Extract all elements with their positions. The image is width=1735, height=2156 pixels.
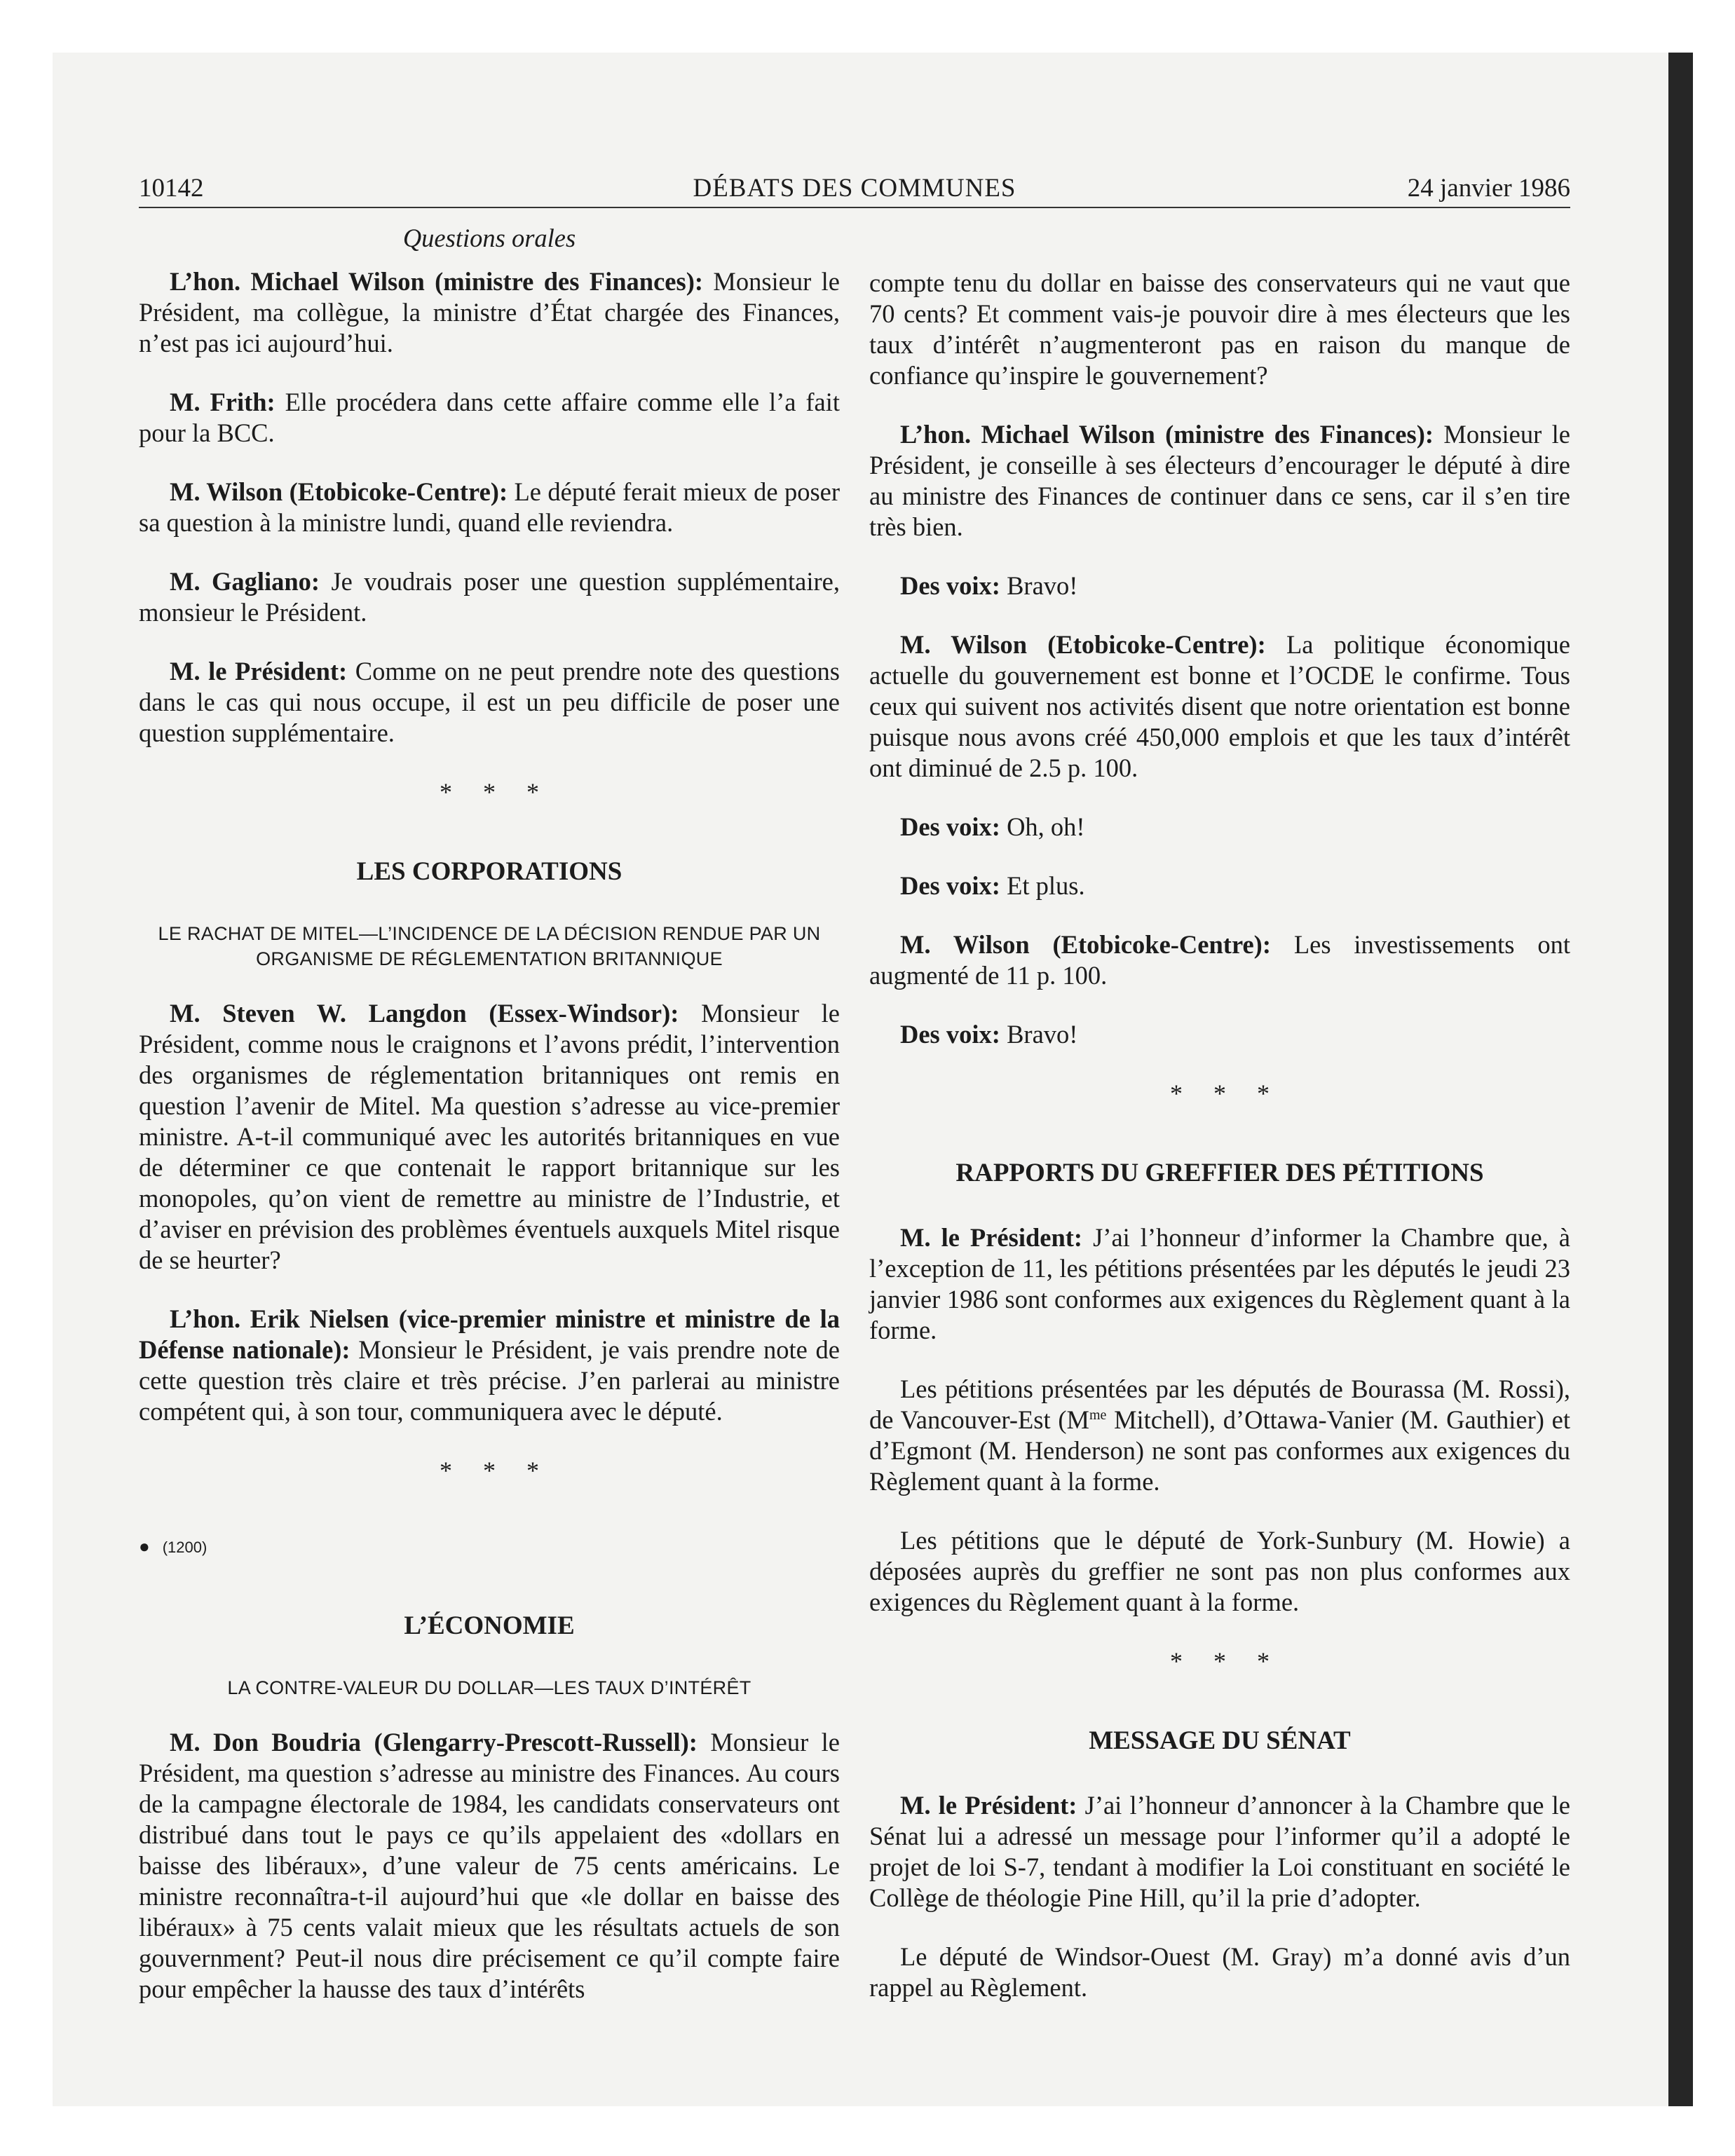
section-separator: *** [440,1456,570,1485]
publication-date: 24 janvier 1986 [1407,174,1570,203]
speaker-name: M. le Président: [900,1791,1077,1820]
paragraph [869,929,1570,991]
paragraph [139,1304,840,1427]
speaker-name: M. Frith: [170,388,275,416]
right-column [869,268,1570,2031]
paragraph [139,477,840,538]
paragraph [139,266,840,359]
publication-title: DÉBATS DES COMMUNES [693,174,1016,203]
speaker-name: M. le Président: [170,657,348,685]
superscript: me [1089,1407,1107,1423]
section-separator: *** [440,778,570,806]
speech-text: J’ai l’honneur d’informer la Chambre que, à l’exception de 11, les pétitions présentées par les députés le jeudi 23 janvier 1986 sont conformes aux exigences du Règlement quant à la forme. [869,1223,1570,1344]
paragraph [869,571,1570,601]
paragraph [869,1019,1570,1050]
paragraph [869,629,1570,784]
paragraph [869,1374,1570,1497]
speaker-name: M. Wilson (Etobicoke-Centre): [900,630,1266,659]
speech-text: J’ai l’honneur d’annoncer à la Chambre que le Sénat lui a adressé un message pour l’informer qu’il a adopté le projet de loi S-7, tendant à modifier la Loi constituant en société le Collège de théologie Pine Hill, qu’il la prie d’adopter. [869,1791,1570,1912]
section-subhead: Questions orales [402,224,576,252]
speech-text: Bravo! [1000,571,1078,600]
speaker-name: L’hon. Michael Wilson (ministre des Finances): [900,420,1434,449]
speaker-name: L’hon. Erik Nielsen (vice-premier ministre et ministre de la Défense nationale): [139,1304,840,1364]
page-number: 10142 [139,174,204,203]
header-rule [139,207,1570,208]
section-heading: RAPPORTS DU GREFFIER DES PÉTITIONS [955,1159,1484,1187]
paragraph [869,1790,1570,1913]
speech-text: Elle procédera dans cette affaire comme elle l’a fait pour la BCC. [139,388,840,447]
topic-heading: LE RACHAT DE MITEL—L’INCIDENCE DE LA DÉCISION RENDUE PAR UN ORGANISME DE RÉGLEMENTATION BRITANNIQUE [158,923,821,969]
speaker-name: M. Don Boudria (Glengarry-Prescott-Russell): [170,1728,698,1756]
bullet-icon: ● [139,1536,150,1557]
section-separator: *** [1170,1647,1300,1675]
speech-text: Mitchell), d’Ottawa-Vanier (M. Gauthier) et d’Egmont (M. Henderson) ne sont pas conformes aux exigences du Règlement quant à la forme. [869,1405,1570,1496]
paragraph [869,268,1570,391]
speaker-name: M. Gagliano: [170,567,320,596]
speech-text: Les investissements ont augmenté de 11 p. 100. [869,930,1570,990]
left-column [139,223,840,2033]
speech-text: Monsieur le Président, ma collègue, la ministre d’État chargée des Finances, n’est pas ici aujourd’hui. [139,267,840,357]
time-marker [139,1535,840,1559]
speaker-name: Des voix: [900,812,1000,841]
speech-text: Je voudrais poser une question supplémentaire, monsieur le Président. [139,567,841,627]
section-heading: LES CORPORATIONS [356,857,622,886]
speaker-name: Des voix: [900,871,1000,900]
speech-text: Les pétitions présentées par les députés de Bourassa (M. Rossi), de Vancouver-Est (M [869,1374,1570,1434]
speech-text: Le député de Windsor-Ouest (M. Gray) m’a donné avis d’un rappel au Règlement. [869,1942,1570,2002]
speech-text: Comme on ne peut prendre note des questions dans le cas qui nous occupe, il est un peu difficile de poser une question supplémentaire. [139,657,840,747]
speaker-name: M. le Président: [900,1223,1083,1252]
page-header [139,172,1570,206]
paragraph [869,871,1570,901]
speaker-name: Des voix: [900,571,1000,600]
paragraph [139,1727,840,2005]
paragraph [139,387,840,449]
section-heading: MESSAGE DU SÉNAT [1089,1726,1351,1755]
speech-text: Monsieur le Président, comme nous le craignons et l’avons prédit, l’intervention des organismes de réglementation britanniques ont remis en question l’avenir de Mitel. Ma question s’adresse au vice-premier ministre. A-t-il communiqué avec les autorités britanniques en vue de déterminer ce que contenait le rapport britannique sur les monopoles, qu’on vient de remettre au ministre de l’Industrie, et d’aviser en prévision des problèmes éventuels auxquels Mitel risque de se heurter? [139,999,841,1274]
paragraph [869,1222,1570,1346]
time-stamp: (1200) [162,1538,207,1556]
speech-text: Le député ferait mieux de poser sa question à la ministre lundi, quand elle reviendra. [139,477,840,537]
speaker-name: Des voix: [900,1020,1000,1049]
section-heading: L’ÉCONOMIE [404,1611,575,1640]
speech-text: Monsieur le Président, je conseille à ses électeurs d’encourager le député à dire au ministre des Finances de continuer dans ce sens, car il s’en tire très bien. [869,420,1570,541]
speech-text: Monsieur le Président, ma question s’adresse au ministre des Finances. Au cours de la campagne électorale de 1984, les candidats conservateurs ont distribué dans tout le pays ce qu’ils appelaient des «dollars en baisse des libéraux», d’une valeur de 75 cents américains. Le ministre reconnaîtra-t-il aujourd’hui que «le dollar en baisse des libéraux» à 75 cents valait mieux que les résultats actuels de son gouvernment? Peut-il nous dire précisement ce qu’il compte faire pour empêcher la hausse des taux d’intérêts [139,1728,841,2003]
speech-text: Et plus. [1000,871,1085,900]
scan-edge [1668,53,1693,2106]
speaker-name: L’hon. Michael Wilson (ministre des Finances): [170,267,704,296]
speech-text: Bravo! [1000,1020,1078,1049]
speech-text: Oh, oh! [1000,812,1085,841]
topic-heading: LA CONTRE-VALEUR DU DOLLAR—LES TAUX D’INTÉRÊT [227,1677,751,1698]
section-separator: *** [1170,1079,1300,1107]
speaker-name: M. Steven W. Langdon (Essex-Windsor): [170,999,679,1028]
speech-text: Monsieur le Président, je vais prendre note de cette question très claire et très précise. J’en parlerai au ministre compétent qui, à son tour, communiquera avec le député. [139,1335,840,1426]
paragraph [869,419,1570,543]
paragraph [869,1942,1570,2003]
speech-text: La politique économique actuelle du gouvernement est bonne et l’OCDE le confirme. Tous ceux qui suivent nos activités disent que notre orientation est bonne puisque nous avons créé 450,000 emplois et que les taux d’intérêt ont diminué de 2.5 p. 100. [869,630,1570,782]
paragraph [139,566,840,628]
speech-text: compte tenu du dollar en baisse des conservateurs qui ne vaut que 70 cents? Et comment vais-je pouvoir dire à mes électeurs que les taux d’intérêt n’augmenteront pas en raison du manque de confiance qu’inspire le gouvernement? [869,268,1570,390]
paragraph [869,812,1570,842]
speaker-name: M. Wilson (Etobicoke-Centre): [170,477,508,506]
speech-text: Les pétitions que le député de York-Sunbury (M. Howie) a déposées auprès du greffier ne sont pas non plus conformes aux exigences du Règlement quant à la forme. [869,1526,1570,1616]
paragraph [139,998,840,1276]
paragraph [139,656,840,749]
speaker-name: M. Wilson (Etobicoke-Centre): [900,930,1271,959]
paragraph [869,1525,1570,1618]
